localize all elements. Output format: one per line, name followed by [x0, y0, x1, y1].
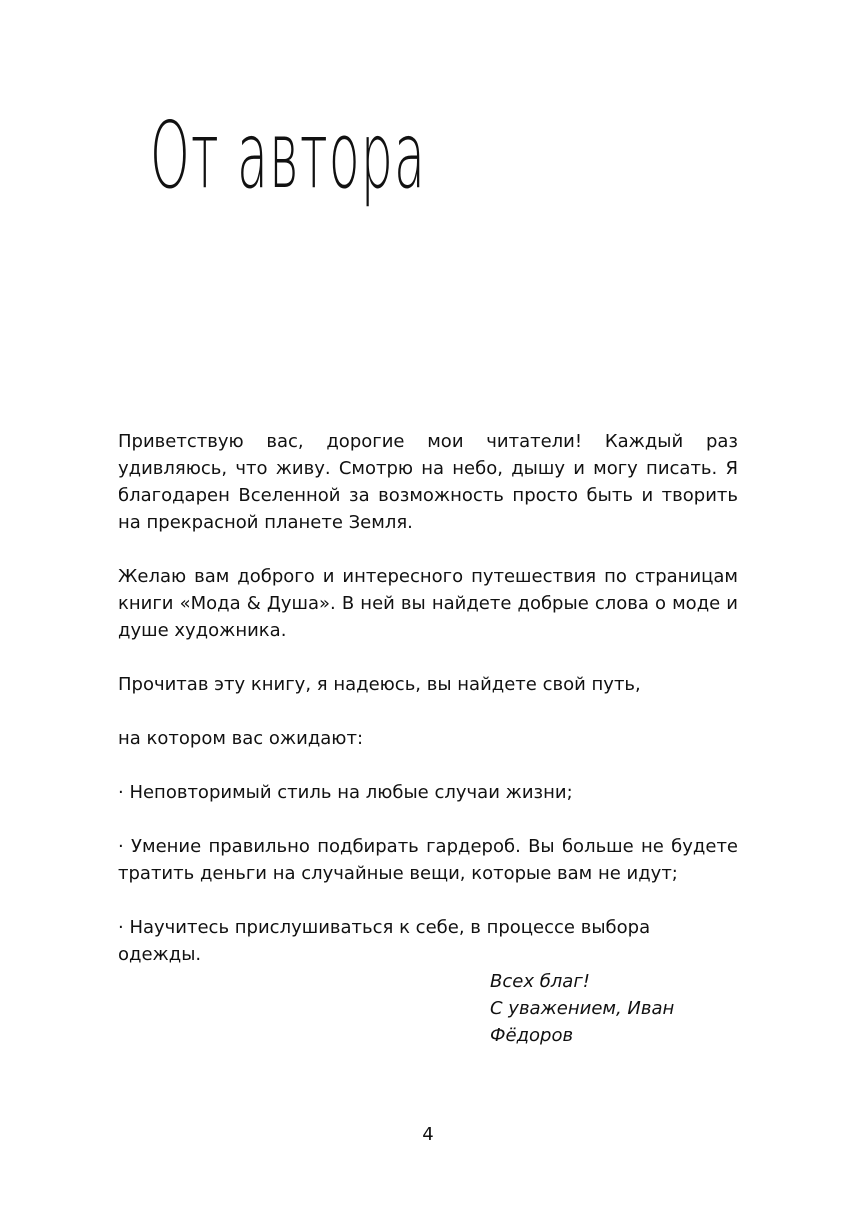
signature-line: Фёдоров: [490, 1025, 574, 1046]
body-text: [118, 428, 738, 995]
signature-line: Всех благ!: [490, 971, 591, 992]
list-item: · Научитесь прислушиваться к себе, в процессе выбора одежды.: [118, 917, 651, 965]
list-item: · Неповторимый стиль на любые случаи жизни;: [118, 782, 573, 803]
paragraph-expectations: на котором вас ожидают:: [118, 728, 364, 749]
page-number: 4: [422, 1124, 434, 1145]
signature: [490, 968, 674, 1049]
paragraph-wish: Желаю вам доброго и интересного путешествия по страницам книги «Мода & Душа». В ней вы найдете добрые слова о моде и душе художника.: [118, 566, 738, 641]
page-title: От автора: [150, 102, 427, 209]
paragraph-greeting: Приветствую вас, дорогие мои читатели! Каждый раз удивляюсь, что живу. Смотрю на небо, дышу и могу писать. Я благодарен Вселенной за возможность просто быть и творить на прекрасной планете Земля.: [118, 431, 738, 533]
signature-line: С уважением, Иван: [490, 998, 675, 1019]
paragraph-path: Прочитав эту книгу, я надеюсь, вы найдете свой путь,: [118, 674, 641, 695]
list-item: · Умение правильно подбирать гардероб. Вы больше не будете тратить деньги на случайные вещи, которые вам не идут;: [118, 836, 738, 884]
